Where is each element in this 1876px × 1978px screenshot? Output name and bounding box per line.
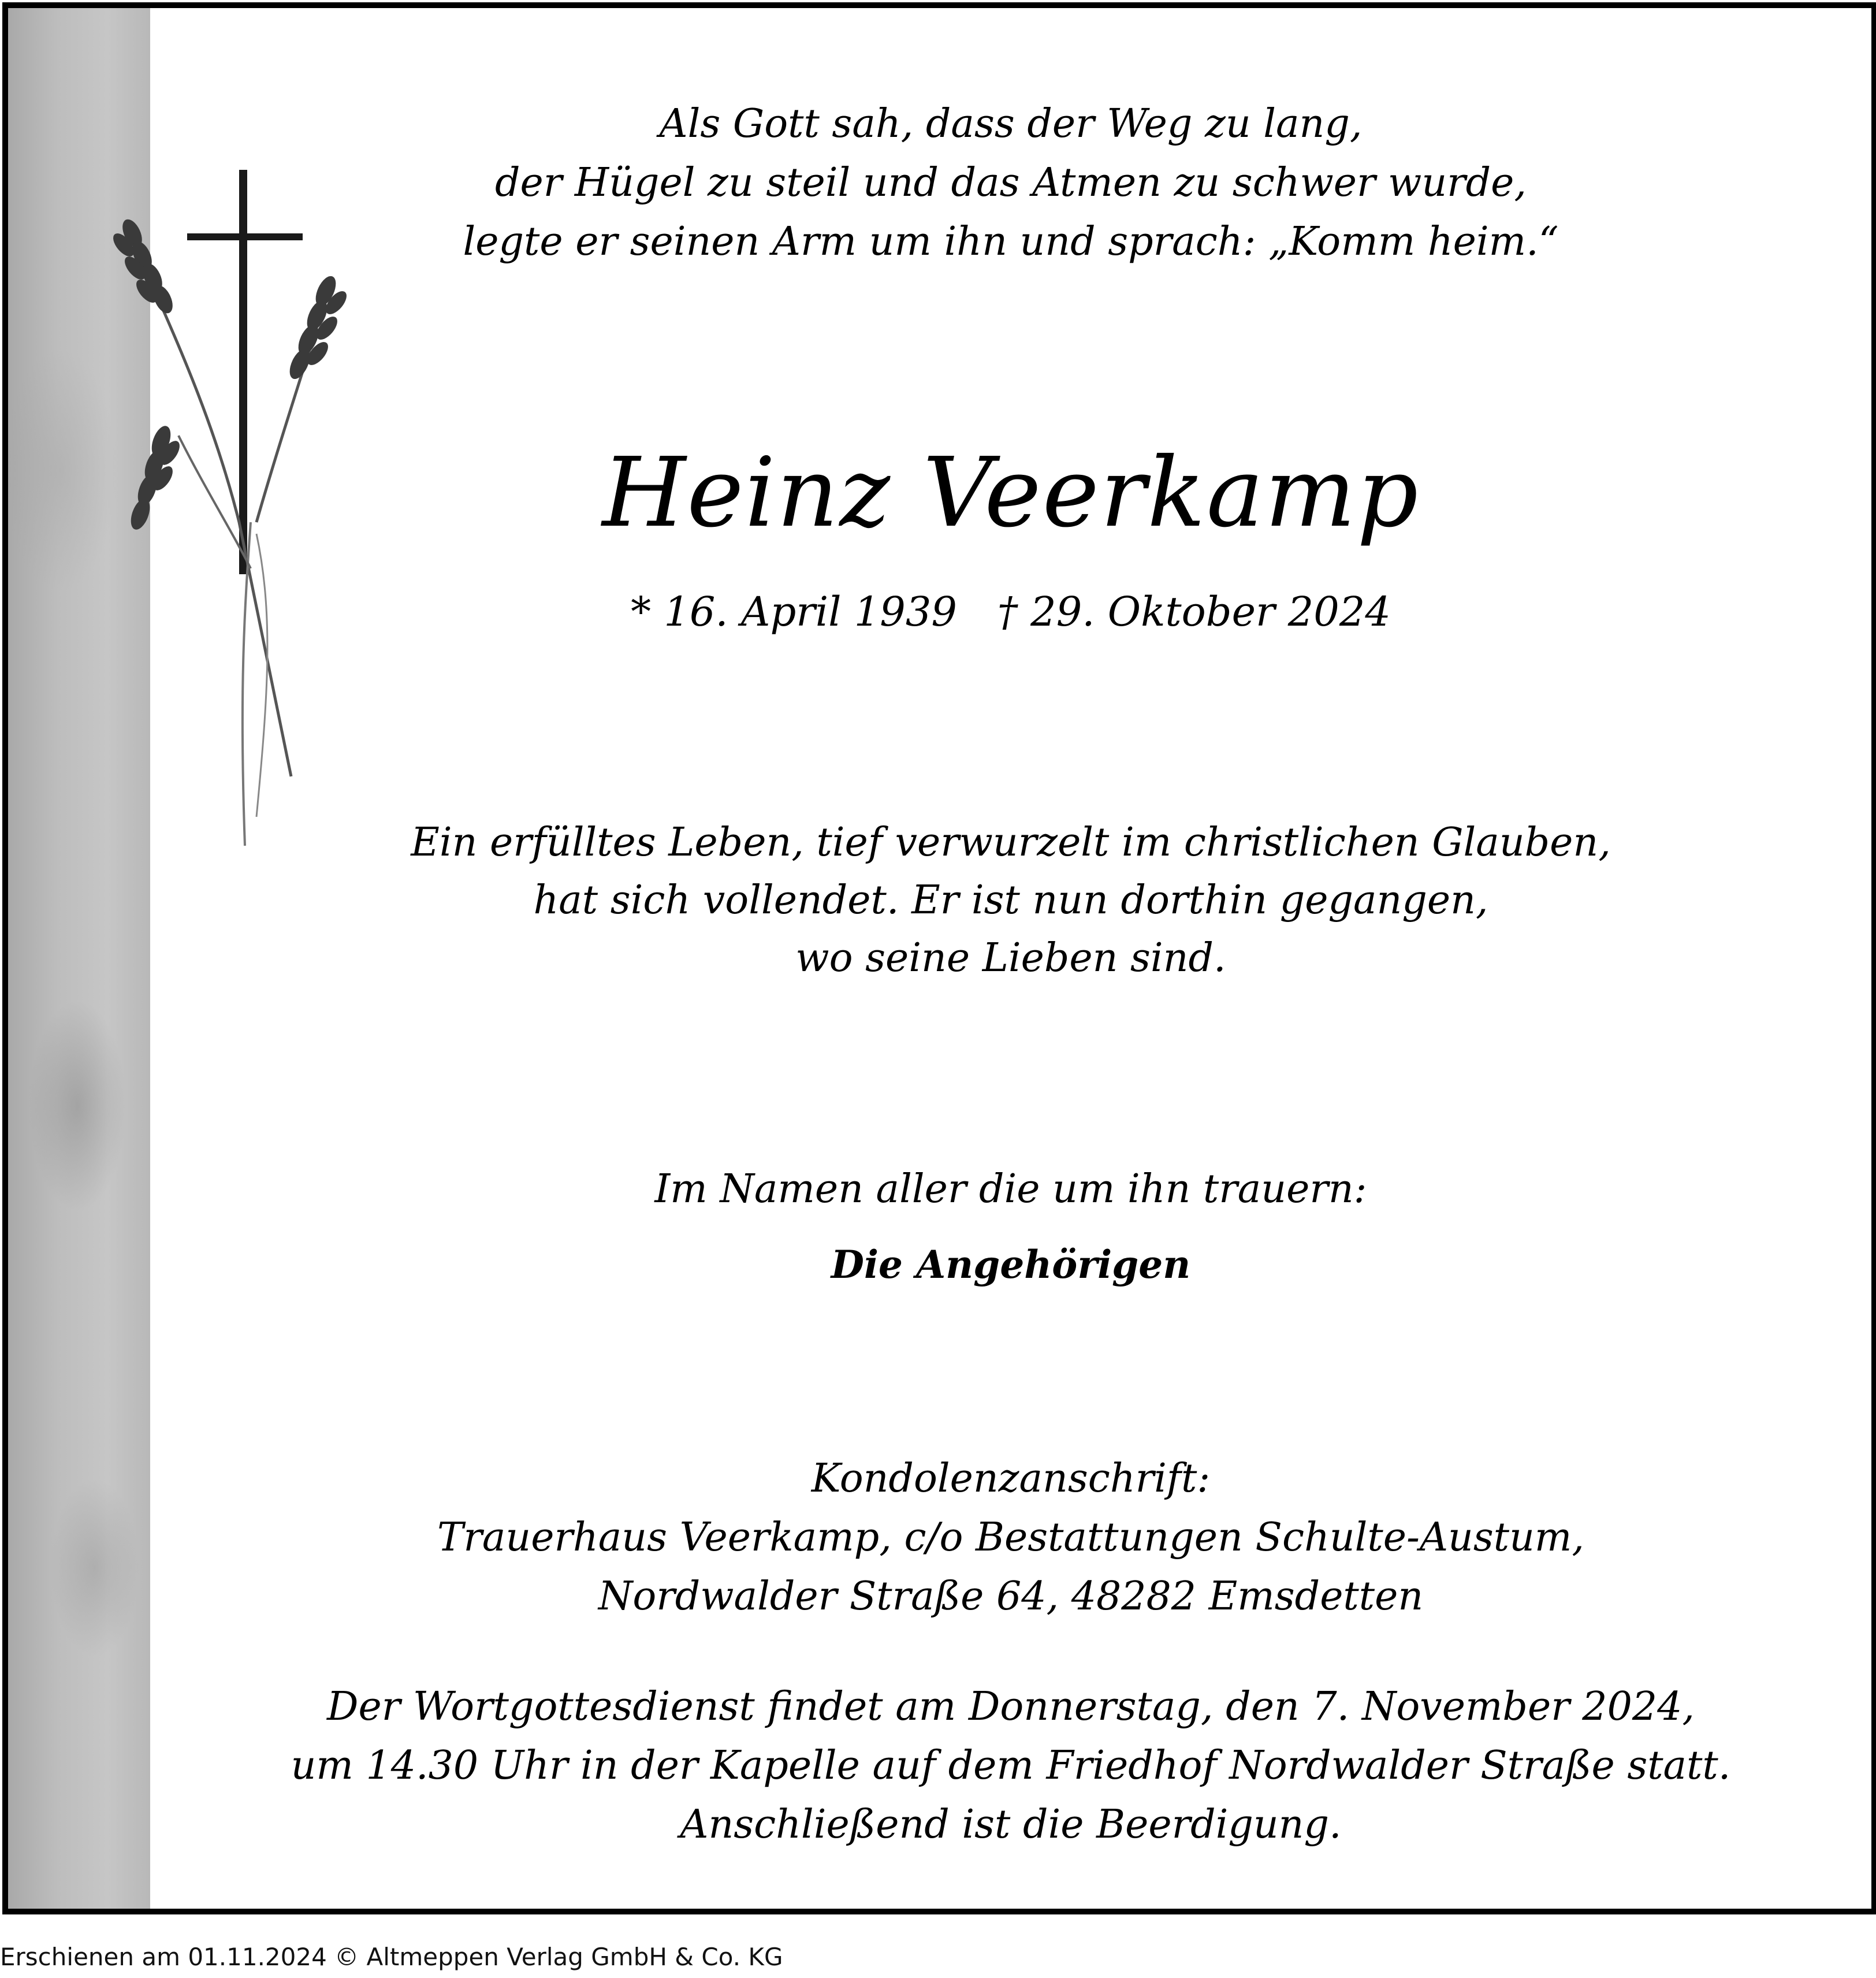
poem-line: der Hügel zu steil und das Atmen zu schwer wurde, xyxy=(494,160,1527,206)
obituary-notice xyxy=(2,2,1876,1914)
tribute-line: hat sich vollendet. Er ist nun dorthin gegangen, xyxy=(533,878,1488,923)
poem-line: Als Gott sah, dass der Weg zu lang, xyxy=(659,101,1363,147)
condolence-line: Kondolenzanschrift: xyxy=(811,1456,1211,1501)
tribute-line: Ein erfülltes Leben, tief verwurzelt im christlichen Glauben, xyxy=(411,820,1611,865)
death-date: † 29. Oktober 2024 xyxy=(997,588,1391,635)
condolence-line: Trauerhaus Veerkamp, c/o Bestattungen Schulte-Austum, xyxy=(437,1515,1584,1560)
deceased-name: Heinz Veerkamp xyxy=(602,437,1420,549)
life-dates xyxy=(150,583,1871,641)
condolence-line: Nordwalder Straße 64, 48282 Emsdetten xyxy=(598,1574,1424,1619)
mourners-intro: Im Namen aller die um ihn trauern: xyxy=(654,1166,1367,1212)
condolence-address xyxy=(150,1449,1871,1626)
publication-footer: Erschienen am 01.11.2024 © Altmeppen Verlag GmbH & Co. KG xyxy=(0,1943,783,1971)
poem-line: legte er seinen Arm um ihn und sprach: „Komm heim.“ xyxy=(463,219,1559,265)
service-details xyxy=(150,1678,1871,1854)
birth-date: * 16. April 1939 xyxy=(631,588,957,635)
opening-poem xyxy=(150,95,1871,272)
service-line: Der Wortgottesdienst findet am Donnerstag, den 7. November 2024, xyxy=(327,1684,1695,1730)
service-line: um 14.30 Uhr in der Kapelle auf dem Friedhof Nordwalder Straße statt. xyxy=(291,1743,1731,1789)
relatives-signature: Die Angehörigen xyxy=(831,1242,1191,1287)
service-line: Anschließend ist die Beerdigung. xyxy=(680,1802,1342,1847)
tribute-text xyxy=(150,814,1871,987)
tribute-line: wo seine Lieben sind. xyxy=(795,935,1226,981)
